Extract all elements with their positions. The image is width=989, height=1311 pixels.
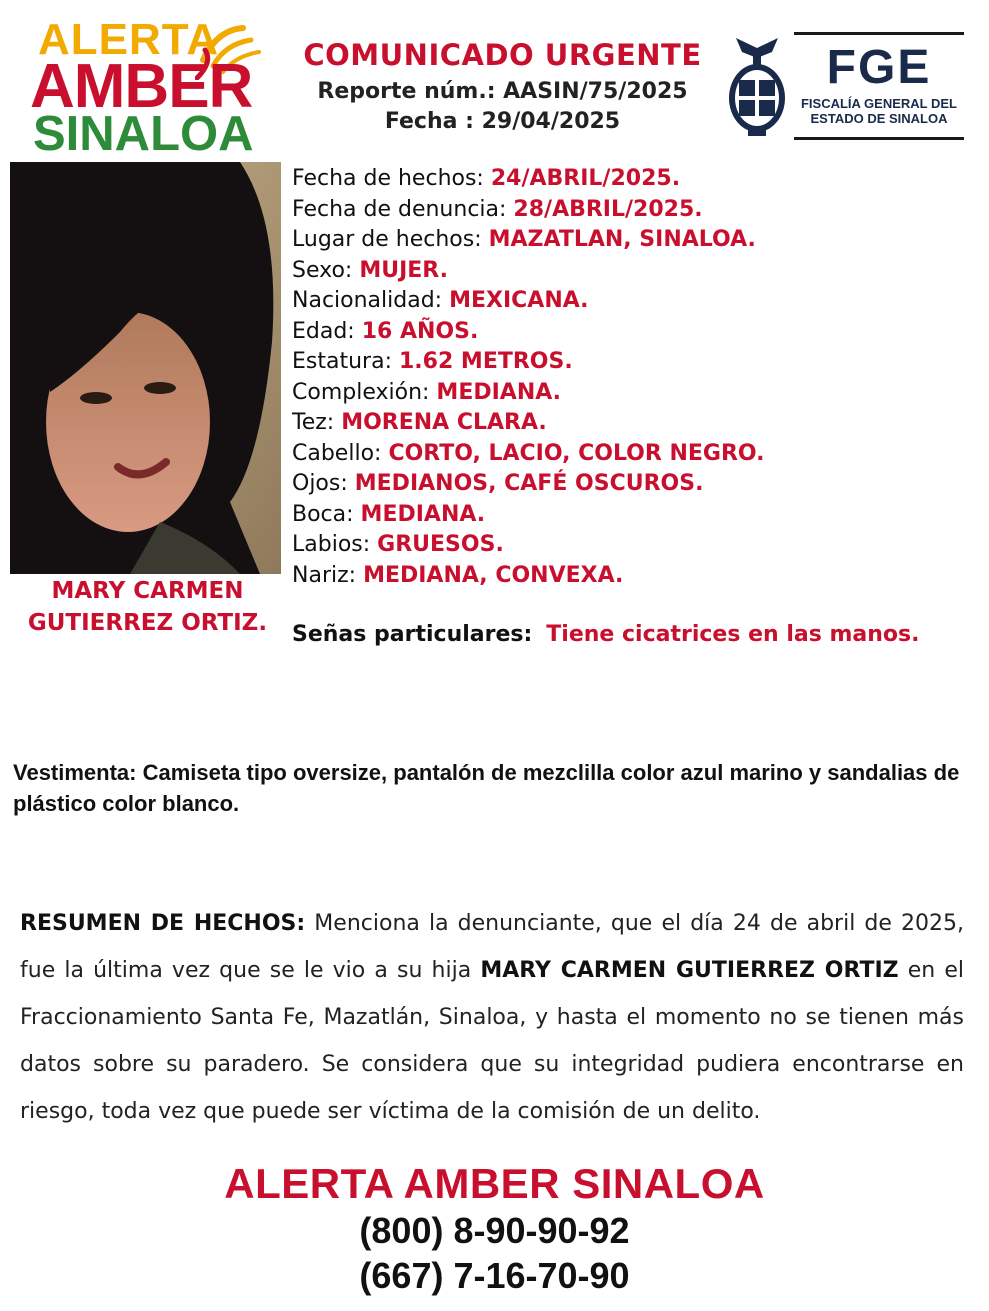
- detail-label: Sexo:: [292, 257, 360, 283]
- detail-label: Estatura:: [292, 349, 399, 374]
- missing-person-photo: [10, 162, 281, 574]
- detail-row: [292, 500, 765, 531]
- report-number: Reporte núm.: AASIN/75/2025: [317, 79, 688, 104]
- case-summary: [20, 900, 964, 1135]
- detail-value: MUJER.: [359, 257, 449, 283]
- detail-value: MEDIANOS, CAFÉ OSCUROS.: [354, 471, 704, 496]
- summary-text-2: en el Fraccionamiento Santa Fe, Mazatlán, Sinaloa, y hasta el momento no se tienen más datos sobre su paradero. Se considera que su integridad pudiera encontrarse en riesgo, toda vez que puede ser víctima de la comisión de un delito.: [20, 958, 964, 1124]
- detail-row: [292, 317, 765, 348]
- detail-row: [292, 469, 765, 500]
- report-date: Fecha : 29/04/2025: [384, 109, 621, 134]
- detail-label: Nacionalidad:: [292, 288, 450, 313]
- detail-label: Complexión:: [292, 379, 437, 405]
- marks-value: Tiene cicatrices en las manos.: [546, 622, 920, 647]
- detail-label: Boca:: [292, 501, 361, 527]
- distinguishing-marks: [292, 622, 919, 647]
- detail-value: MEDIANA.: [360, 501, 486, 527]
- detail-row: [292, 439, 765, 470]
- page-title: COMUNICADO URGENTE: [303, 38, 702, 72]
- detail-row: [292, 378, 765, 409]
- agency-name-line1: FISCALÍA GENERAL DEL: [800, 96, 957, 111]
- detail-label: Nariz:: [292, 562, 364, 588]
- detail-value: 16 AÑOS.: [361, 318, 479, 344]
- marks-label: Señas particulares:: [292, 622, 533, 647]
- detail-row: [292, 286, 765, 317]
- phone-number-2: (667) 7-16-70-90: [359, 1255, 630, 1296]
- detail-label: Edad:: [292, 318, 362, 344]
- detail-label: Tez:: [292, 410, 342, 435]
- detail-row: [292, 256, 765, 287]
- detail-row: [292, 225, 765, 256]
- detail-value: 1.62 METROS.: [398, 349, 573, 374]
- summary-label: RESUMEN DE HECHOS:: [20, 911, 306, 936]
- detail-row: [292, 561, 765, 592]
- detail-value: 24/ABRIL/2025.: [490, 166, 681, 191]
- person-name: [10, 575, 285, 639]
- detail-value: MEDIANA, CONVEXA.: [363, 562, 624, 588]
- detail-label: Labios:: [292, 532, 378, 557]
- phone-number-1: (800) 8-90-90-92: [359, 1210, 630, 1251]
- detail-label: Cabello:: [292, 440, 389, 466]
- logo-alerta-text: ALERTA: [38, 15, 220, 64]
- detail-value: GRUESOS.: [377, 532, 504, 557]
- detail-value: MAZATLAN, SINALOA.: [488, 227, 756, 252]
- agency-abbr: FGE: [826, 41, 932, 94]
- detail-label: Fecha de hechos:: [292, 166, 491, 191]
- footer-title: ALERTA AMBER SINALOA: [224, 1160, 765, 1207]
- detail-label: Ojos:: [292, 471, 355, 496]
- detail-row: [292, 530, 765, 561]
- agency-name-line2: ESTADO DE SINALOA: [810, 111, 948, 126]
- clothing-description: Vestimenta: Camiseta tipo oversize, pantalón de mezclilla color azul marino y sandalias de plástico color blanco.: [13, 760, 960, 816]
- detail-row: [292, 164, 765, 195]
- person-name-line1: MARY CARMEN: [51, 578, 244, 604]
- detail-value: CORTO, LACIO, COLOR NEGRO.: [388, 440, 765, 466]
- detail-label: Fecha de denuncia:: [292, 196, 514, 222]
- logo-amber-text: AMBER: [30, 52, 253, 121]
- person-name-line2: GUTIERREZ ORTIZ.: [27, 610, 268, 636]
- agency-name: [794, 96, 964, 126]
- state-seal-icon: [726, 30, 788, 138]
- detail-label: Lugar de hechos:: [292, 227, 489, 252]
- summary-person-name: MARY CARMEN GUTIERREZ ORTIZ: [480, 958, 899, 983]
- person-details: [292, 164, 765, 591]
- detail-row: [292, 347, 765, 378]
- detail-value: MORENA CLARA.: [341, 410, 547, 435]
- detail-row: [292, 408, 765, 439]
- detail-value: MEDIANA.: [436, 379, 562, 405]
- detail-value: 28/ABRIL/2025.: [513, 196, 703, 222]
- logo-sinaloa-text: SINALOA: [33, 107, 254, 161]
- detail-value: MEXICANA.: [449, 288, 589, 313]
- summary-text-1: Menciona la denunciante, que el día 24 de abril de 2025, fue la última vez que se le vio a su hija: [20, 911, 965, 983]
- detail-row: [292, 195, 765, 226]
